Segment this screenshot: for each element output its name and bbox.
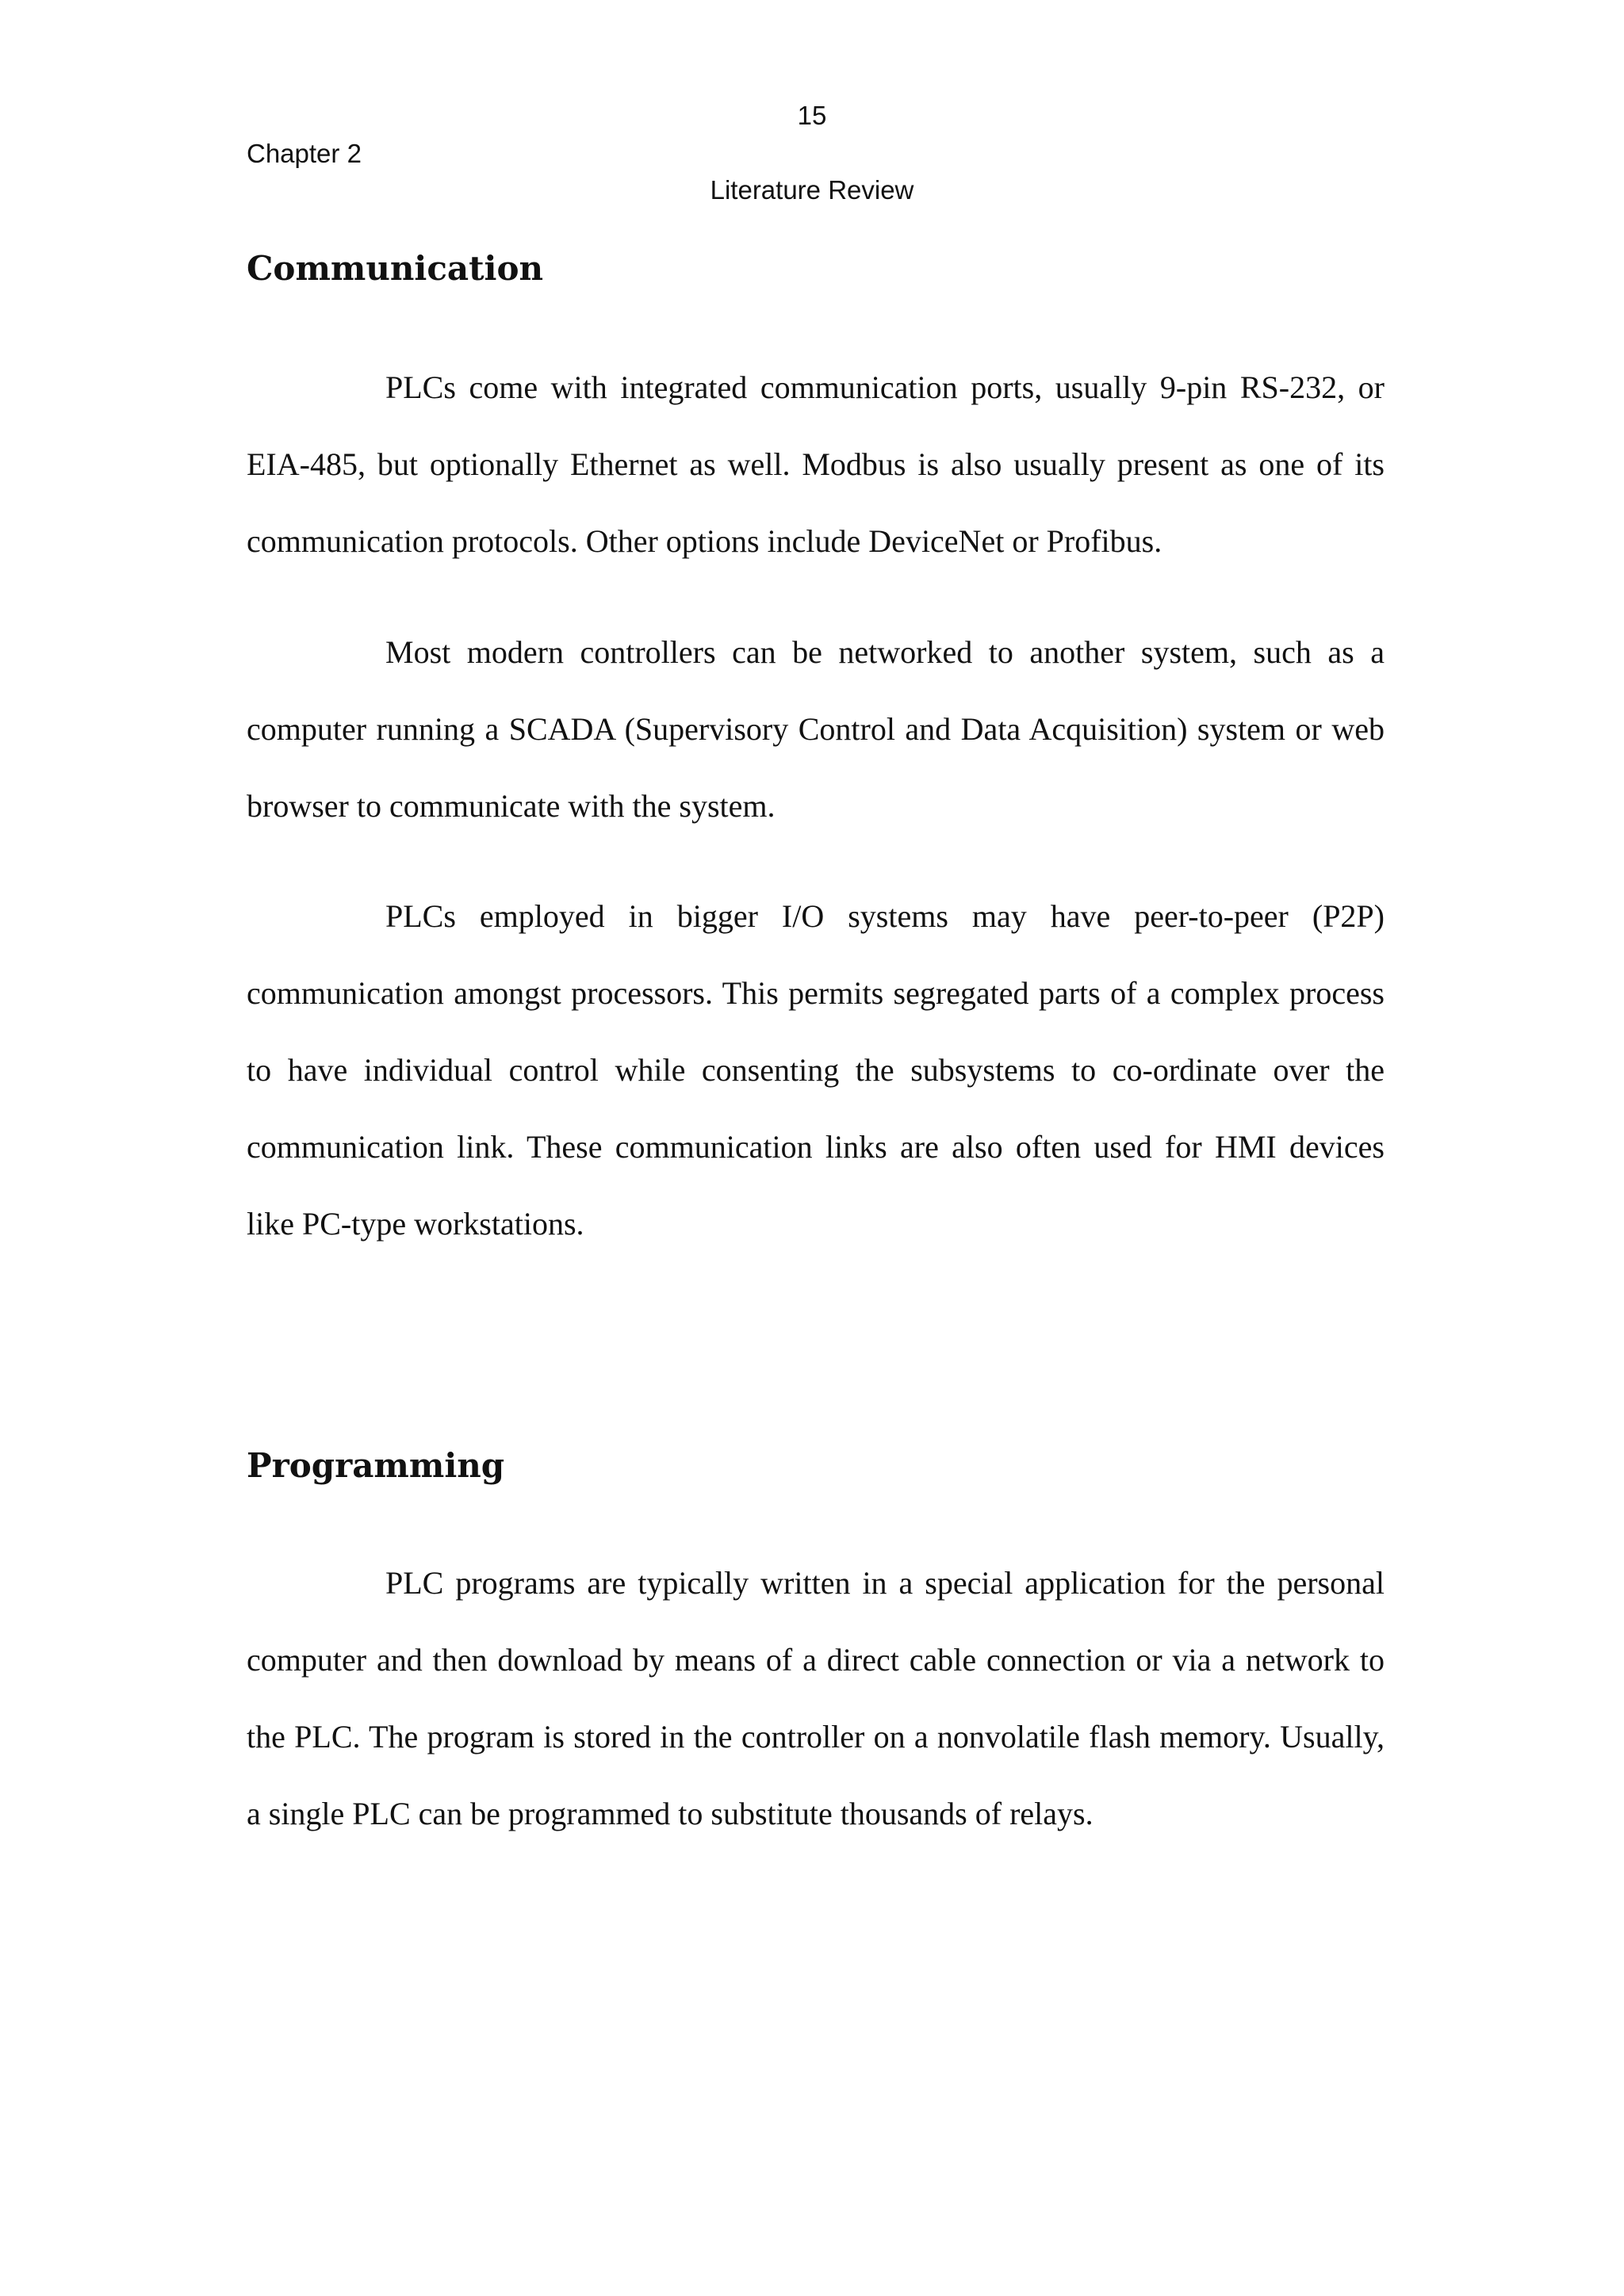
running-title: Literature Review bbox=[710, 175, 914, 205]
paragraph-communication-ports: PLCs come with integrated communication ports, usually 9-pin RS-232, or EIA-485, but optionally Ethernet as well. Modbus is also usually present as one of its communication protocols. Other options include DeviceNet or Profibus. bbox=[247, 369, 1385, 559]
paragraph-networked-controllers: Most modern controllers can be networked to another system, such as a computer running a SCADA (Supervisory Control and Data Acquisition) system or web browser to communicate with the system. bbox=[247, 634, 1385, 824]
section-heading-communication: Communication bbox=[247, 249, 544, 288]
section-heading-programming: Programming bbox=[247, 1446, 505, 1485]
paragraph-plc-programs: PLC programs are typically written in a special application for the personal computer and then download by means of a direct cable connection or via a network to the PLC. The program is stored in the controller on a nonvolatile flash memory. Usually, a single PLC can be programmed to substitute thousands of relays. bbox=[247, 1565, 1385, 1831]
chapter-label: Chapter 2 bbox=[247, 139, 362, 168]
page-number: 15 bbox=[797, 101, 827, 130]
paragraph-peer-to-peer: PLCs employed in bigger I/O systems may have peer-to-peer (P2P) communication amongst processors. This permits segregated parts of a complex process to have individual control while consenting the subsystems to co-ordinate over the communication link. These communication links are also often used for HMI devices like PC-type workstations. bbox=[247, 898, 1385, 1242]
